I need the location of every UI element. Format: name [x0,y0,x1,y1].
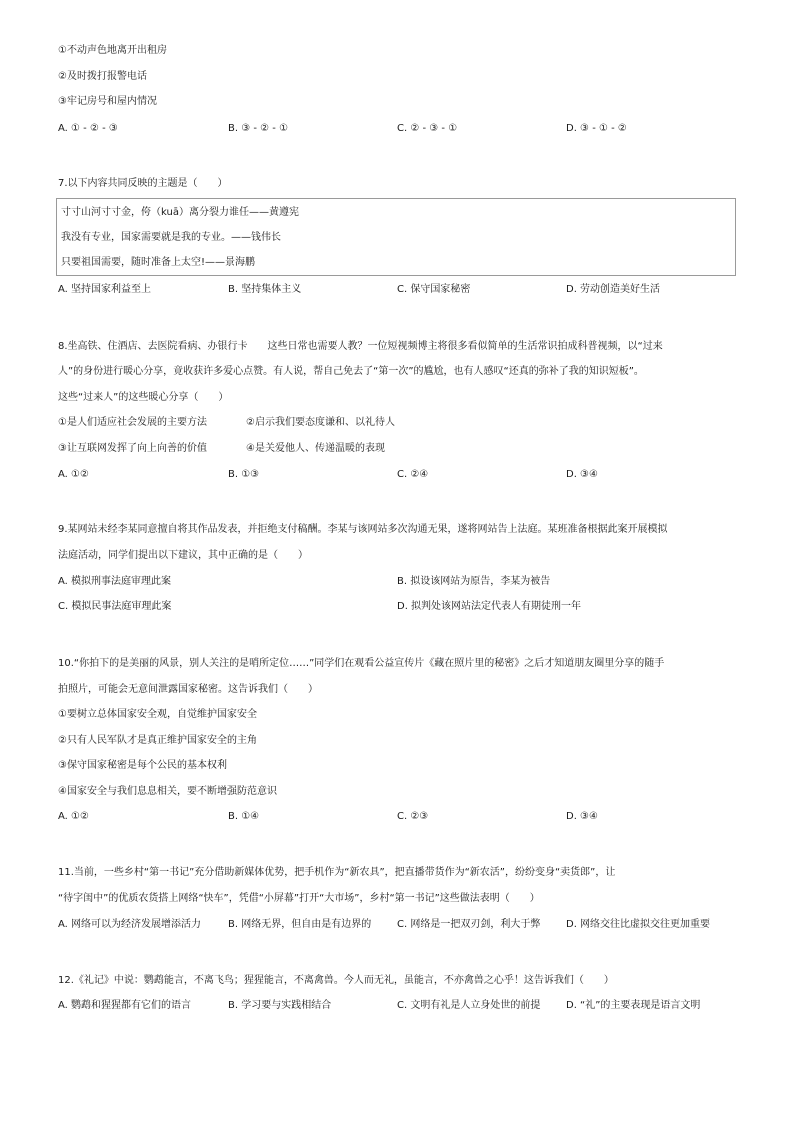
q7-option-a[interactable]: A. 坚持国家利益至上 [58,284,152,295]
q8-item-2: ②启示我们要态度谦和、以礼待人 [246,417,395,428]
q10-option-b[interactable]: B. ①④ [228,811,260,822]
q7-option-b[interactable]: B. 坚持集体主义 [228,284,302,295]
q11-option-b[interactable]: B. 网络无界，但自由是有边界的 [228,919,372,930]
q10-item-2: ②只有人民军队才是真正维护国家安全的主角 [58,735,257,746]
q9-option-d[interactable]: D. 拟判处该网站法定代表人有期徒刑一年 [397,601,582,612]
q11-stem-line-1: 11.当前，一些乡村“第一书记”充分借助新媒体优势，把手机作为“新农具”，把直播带货作为“新农活”，纷纷变身“卖货郎”，让 [58,867,616,878]
q8-option-b[interactable]: B. ①③ [228,469,260,480]
q6-option-d[interactable]: D. ③ - ① - ② [566,123,627,134]
q9-option-b[interactable]: B. 拟设该网站为原告，李某为被告 [397,576,551,587]
q12-option-a[interactable]: A. 鹦鹉和猩猩都有它们的语言 [58,1000,192,1011]
q6-item-1: ①不动声色地离开出租房 [58,45,167,56]
q10-stem-line-1: 10.“你拍下的是美丽的风景，别人关注的是哨所定位……”同学们在观看公益宣传片《藏在照片里的秘密》之后才知道朋友圈里分享的随手 [58,658,665,669]
q9-stem-line-1: 9.某网站未经李某同意擅自将其作品发表，并拒绝支付稿酬。李某与该网站多次沟通无果，遂将网站告上法庭。某班准备根据此案开展模拟 [58,524,668,535]
q12-option-c[interactable]: C. 文明有礼是人立身处世的前提 [397,1000,541,1011]
q11-option-a[interactable]: A. 网络可以为经济发展增添活力 [58,919,202,930]
q7-quote-2: 我没有专业，国家需要就是我的专业。——钱伟长 [61,232,281,243]
q10-stem-line-2: 拍照片，可能会无意间泄露国家秘密。这告诉我们（ ） [58,684,318,695]
q12-option-d[interactable]: D. “礼”的主要表现是语言文明 [566,1000,701,1011]
q8-option-d[interactable]: D. ③④ [566,469,598,480]
q10-option-a[interactable]: A. ①② [58,811,89,822]
q7-quote-3: 只要祖国需要，随时准备上太空!——景海鹏 [61,257,256,268]
q12-stem: 12.《礼记》中说：鹦鹉能言，不离飞鸟；猩猩能言，不离禽兽。今人而无礼，虽能言，不亦禽兽之心乎！这告诉我们（ ） [58,975,614,986]
q9-option-a[interactable]: A. 模拟刑事法庭审理此案 [58,576,172,587]
q6-item-2: ②及时拨打报警电话 [58,71,147,82]
q11-option-c[interactable]: C. 网络是一把双刃剑，利大于弊 [397,919,541,930]
q7-quote-box [56,198,736,276]
q7-quote-1: 寸寸山河寸寸金，侉（kuā）离分裂力谁任——黄遵宪 [61,207,299,218]
q8-stem-line-2: 人”的身份进行暖心分享，竟收获许多爱心点赞。有人说，帮自己免去了“第一次”的尴尬，也有人感叹“还真的弥补了我的知识短板”。 [58,366,644,377]
q10-option-d[interactable]: D. ③④ [566,811,598,822]
q10-option-c[interactable]: C. ②③ [397,811,429,822]
q7-option-c[interactable]: C. 保守国家秘密 [397,284,471,295]
q8-item-1: ①是人们适应社会发展的主要方法 [58,417,207,428]
q9-stem-line-2: 法庭活动，同学们提出以下建议，其中正确的是（ ） [58,550,308,561]
q11-stem-line-2: “待字闺中”的优质农货搭上网络“快车”，凭借“小屏幕”打开“大市场”，乡村“第一书记”这些做法表明（ ） [58,893,540,904]
q10-item-1: ①要树立总体国家安全观，自觉维护国家安全 [58,709,257,720]
q8-option-a[interactable]: A. ①② [58,469,89,480]
q8-stem-line-3: 这些“过来人”的这些暖心分享（ ） [58,392,229,403]
q7-stem: 7.以下内容共同反映的主题是（ ） [58,178,228,189]
q11-option-d[interactable]: D. 网络交往比虚拟交往更加重要 [566,919,711,930]
q12-option-b[interactable]: B. 学习要与实践相结合 [228,1000,332,1011]
q8-stem-line-1: 8.坐高铁、住酒店、去医院看病、办银行卡 这些日常也需要人教？一位短视频博主将很多看似简单的生活常识拍成科普视频，以“过来 [58,341,663,352]
q6-option-a[interactable]: A. ① - ② - ③ [58,123,118,134]
q8-item-4: ④是关爱他人、传递温暖的表现 [246,443,385,454]
q9-option-c[interactable]: C. 模拟民事法庭审理此案 [58,601,172,612]
q10-item-3: ③保守国家秘密是每个公民的基本权利 [58,760,227,771]
q6-option-c[interactable]: C. ② - ③ - ① [397,123,458,134]
q7-option-d[interactable]: D. 劳动创造美好生活 [566,284,661,295]
q10-item-4: ④国家安全与我们息息相关，要不断增强防范意识 [58,786,277,797]
q8-item-3: ③让互联网发挥了向上向善的价值 [58,443,207,454]
q8-option-c[interactable]: C. ②④ [397,469,429,480]
q6-item-3: ③牢记房号和屋内情况 [58,96,157,107]
q6-option-b[interactable]: B. ③ - ② - ① [228,123,289,134]
